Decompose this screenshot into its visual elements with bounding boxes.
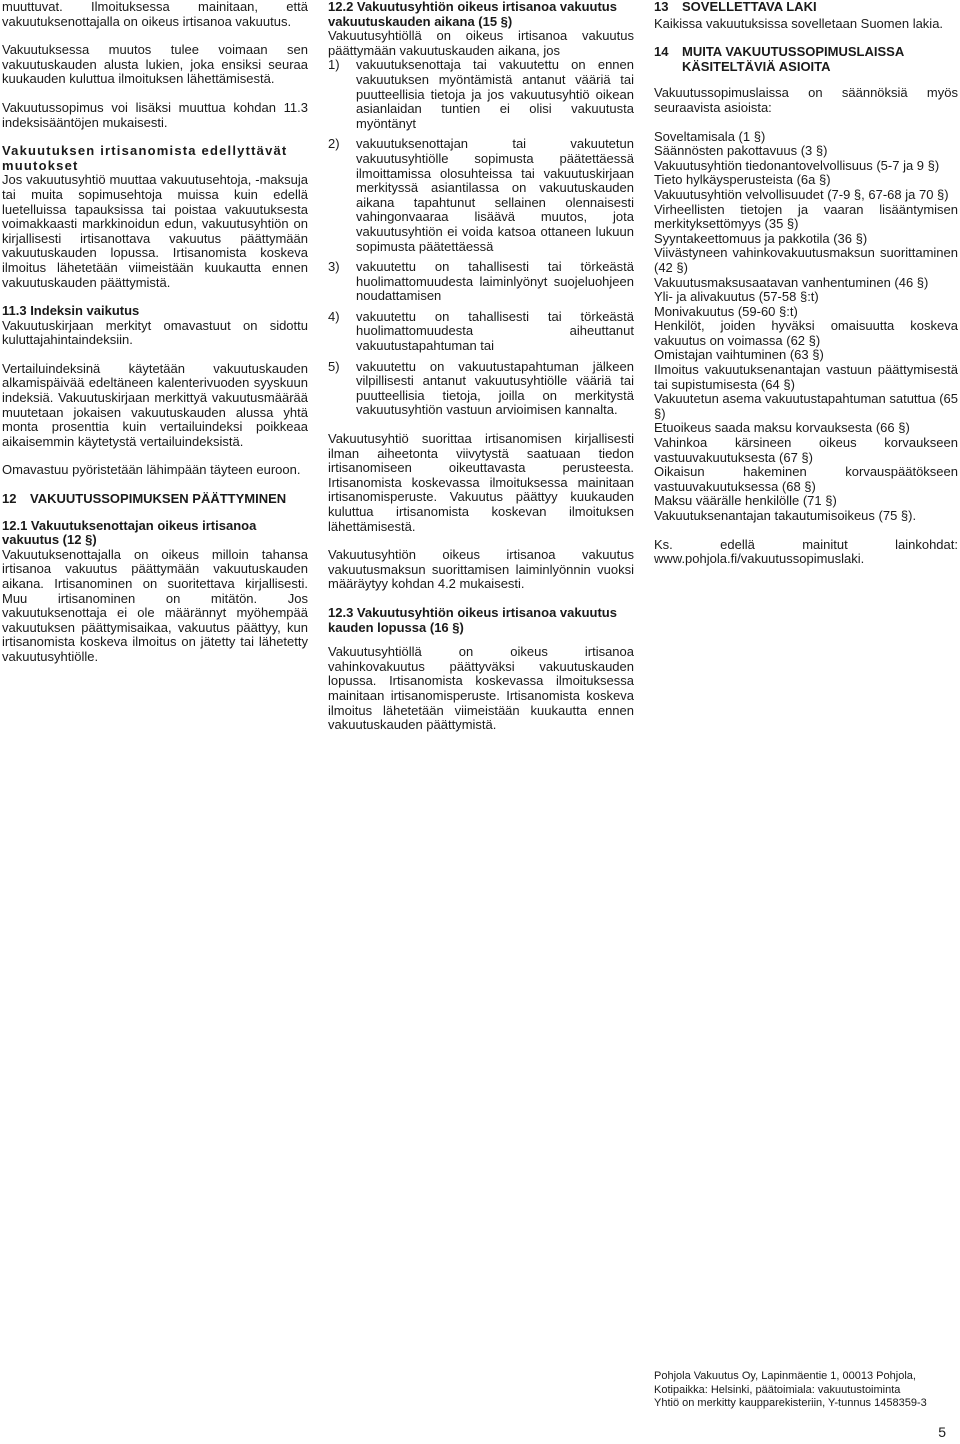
section-heading-12-2: 12.2 Vakuutusyhtiön oikeus irtisanoa vakuutus vakuutuskauden aikana (15 §) xyxy=(328,0,617,29)
list-item-text: vakuutettu on tahallisesti tai törkeästä huolimattomuudesta laiminlyönyt suojeluohjeen noudattamisen xyxy=(356,259,634,304)
list-item-number: 1) xyxy=(328,57,340,73)
footer-line: Yhtiö on merkitty kaupparekisteriin, Y-tunnus 1458359-3 xyxy=(654,1397,927,1409)
list-item-number: 3) xyxy=(328,259,340,275)
list-item-text: vakuutettu on tahallisesti tai törkeästä huolimattomuudesta aiheuttanut vakuutustapahtuman tai xyxy=(356,308,634,354)
paragraph: Omavastuu pyöristetään lähimpään täyteen euroon. xyxy=(2,462,301,478)
list-item xyxy=(328,58,634,131)
subheading-conditions: Vakuutuksen irtisanomista edellyttävät muutokset xyxy=(2,143,288,173)
section-number: 14 xyxy=(654,44,669,60)
paragraph: Vertailuindeksinä käytetään vakuutuskauden alkamispäivää edeltäneen kalenterivuoden syyskuun indeksiä. Vakuutuskirjaan merkittyä vakuutusmäärää muutetaan jokaisen vakuutuskauden alussa yhtä monta prosenttia kuin vertailuindeksi poikkeaa aikaisemmin käytetystä vertailuindeksistä. xyxy=(2,360,308,449)
footer-line: Kotipaikka: Helsinki, päätoimiala: vakuutustoiminta xyxy=(654,1383,901,1396)
paragraph: Vakuutusyhtiöllä on oikeus irtisanoa vakuutus päättymään vakuutuskauden aikana, jos xyxy=(328,28,634,58)
list-item: Vakuutetun asema vakuutustapahtuman satuttua (65 §) xyxy=(654,391,959,421)
list-item: Vakuutusmaksusaatavan vanhentuminen (46 §) xyxy=(654,274,929,290)
section-number: 12 xyxy=(2,491,17,507)
list-item: Yli- ja alivakuutus (57-58 §:t) xyxy=(654,289,819,305)
section-heading-14 xyxy=(654,45,958,74)
list-item xyxy=(328,260,634,304)
list-item: Tieto hylkäysperusteista (6a §) xyxy=(654,172,831,188)
list-item: Vakuutusyhtiön tiedonantovelvollisuus (5-7 ja 9 §) xyxy=(654,157,940,173)
list-item-number: 4) xyxy=(328,308,340,324)
paragraph: Vakuutusyhtiöllä on oikeus irtisanoa vahinkovakuutus päättyväksi vakuutuskauden lopussa. Irtisanomista koskevassa ilmoituksessa mainitaan irtisanomisperuste. Irtisanomista koskeva ilmoitus lähetetään viimeistään kuukautta ennen vakuutuskauden päättymistä. xyxy=(328,644,634,733)
list-item: Viivästyneen vahinkovakuutusmaksun suorittaminen (42 §) xyxy=(654,245,958,275)
list-item: Etuoikeus saada maksu korvauksesta (66 §) xyxy=(654,420,910,436)
footer-line: Pohjola Vakuutus Oy, Lapinmäentie 1, 00013 Pohjola, xyxy=(654,1370,916,1382)
list-item-text: vakuutettu on vakuutustapahtuman jälkeen vilpillisesti antanut vakuutusyhtiölle vääriä tai puutteellisia tietoja, joilla on merkitystä vakuutusyhtiön vastuun arvioimisen kannalta. xyxy=(356,358,634,418)
section-heading-11-3: 11.3 Indeksin vaikutus xyxy=(2,303,140,319)
numbered-list xyxy=(328,58,634,418)
list-item: Soveltamisala (1 §) xyxy=(654,128,766,144)
section-heading-13 xyxy=(654,0,958,15)
list-item: Maksu väärälle henkilölle (71 §) xyxy=(654,493,837,509)
list-item: Vakuutusyhtiön velvollisuudet (7-9 §, 67-68 ja 70 §) xyxy=(654,186,949,202)
list-item: Säännösten pakottavuus (3 §) xyxy=(654,143,828,159)
paragraph: Vakuutuksenottajalla on oikeus milloin tahansa irtisanoa vakuutus päättymään vakuutuskauden aikana. Irtisanominen on suoritettava kirjallisesti. Muu irtisanominen on mitätön. Jos vakuutuksenottaja ei ole määrännyt myöhempää vakuutuksen päättymisaikaa, vakuutus päättyy, kun irtisanomista koskeva ilmoitus on jätetty tai lähetetty vakuutusyhtiölle. xyxy=(2,546,308,664)
column-middle xyxy=(328,0,634,747)
section-heading-12-1: 12.1 Vakuutuksenottajan oikeus irtisanoa vakuutus (12 §) xyxy=(2,517,257,548)
paragraph: muuttuvat. Ilmoituksessa mainitaan, että vakuutuksenottajalla on oikeus irtisanoa vakuutus. xyxy=(2,0,308,29)
list-item: Oikaisun hakeminen korvauspäätökseen vastuuvakuutuksessa (68 §) xyxy=(654,464,958,494)
list-item xyxy=(328,360,634,418)
section-title: SOVELLETTAVA LAKI xyxy=(682,0,817,14)
paragraph: Vakuutuksessa muutos tulee voimaan sen vakuutuskauden alusta lukien, joka ensiksi seuraa kuukauden kuluttua ilmoituksen lähettämisestä. xyxy=(2,42,308,87)
list-item-number: 2) xyxy=(328,136,340,152)
list-item-text: vakuutuksenottaja tai vakuutettu on ennen vakuutuksen myöntämistä antanut vääriä tai puutteellisia tietoja ja jos vakuutusyhtiö oikean asianlaidan tuntien ei olisi vakuutusta myöntänyt xyxy=(356,57,634,131)
list-item: Vakuutuksenantajan takautumisoikeus (75 §). xyxy=(654,508,917,523)
list-item xyxy=(328,310,634,354)
list-item-number: 5) xyxy=(328,358,340,374)
list-item: Omistajan vaihtuminen (63 §) xyxy=(654,347,824,363)
paragraph: Vakuutuskirjaan merkityt omavastuut on sidottu kuluttajahintaindeksiin. xyxy=(2,317,308,348)
topic-list xyxy=(654,130,958,524)
page-number: 5 xyxy=(938,1424,946,1440)
section-title: VAKUUTUSSOPIMUKSEN PÄÄTTYMINEN xyxy=(30,491,287,507)
paragraph: Jos vakuutusyhtiö muuttaa vakuutusehtoja, -maksuja tai muita sopimusehtoja muissa kuin edellä luetelluissa tapauksissa tai poistaa vakuutuksesta voimakkaasti markkinoidun edun, vakuutusyhtiön on kirjallisesti irtisanottava vakuutus päättymään vakuutuskauden lopussa. Irtisanomista koskeva ilmoitus lähetetään viimeistään kuukautta ennen vakuutuskauden päättymistä. xyxy=(2,172,308,290)
list-item: Ilmoitus vakuutuksenantajan vastuun päättymisestä tai supistumisesta (64 §) xyxy=(654,362,958,392)
section-heading-12 xyxy=(2,492,308,507)
section-title: MUITA VAKUUTUSSOPIMUSLAISSA KÄSITELTÄVIÄ ASIOITA xyxy=(682,44,904,74)
paragraph: Ks. edellä mainitut lainkohdat: www.pohjola.fi/vakuutussopimuslaki. xyxy=(654,536,958,567)
list-item-text: vakuutuksenottajan tai vakuutetun vakuutusyhtiölle sopimusta päätettäessä ilmoittamissa olosuhteissa tai vakuutuskirjaan merkityssä asiantilassa on vakuutuskauden aikana tapahtunut sellainen olennaisesti vahingonvaaraa lisäävä muutos, jota vakuutusyhtiön ei voida katsoa ottaneen lukuun sopimusta päätettäessä xyxy=(356,136,634,254)
column-right xyxy=(654,0,958,581)
company-footer xyxy=(654,1370,958,1411)
paragraph: Vakuutussopimuslaissa on säännöksiä myös seuraavista asioista: xyxy=(654,85,958,115)
list-item: Virheellisten tietojen ja vaaran lisääntymisen merkityksettömyys (35 §) xyxy=(654,201,958,232)
list-item: Henkilöt, joiden hyväksi omaisuutta koskeva vakuutus on voimassa (62 §) xyxy=(654,318,958,348)
paragraph: Kaikissa vakuutuksissa sovelletaan Suomen lakia. xyxy=(654,15,944,31)
paragraph: Vakuutussopimus voi lisäksi muuttua kohdan 11.3 indeksisääntöjen mukaisesti. xyxy=(2,99,308,130)
paragraph: Vakuutusyhtiö suorittaa irtisanomisen kirjallisesti ilman aiheetonta viivytystä saatuaan tiedon irtisanomiseen oikeuttavasta perusteesta. Irtisanomista koskevassa ilmoituksessa mainitaan irtisanomisperuste. Vakuutus päättyy kuukauden kuluttua irtisanomista koskevan ilmoituksen lähettämisestä. xyxy=(328,431,634,534)
column-left xyxy=(2,0,308,679)
paragraph: Vakuutusyhtiön oikeus irtisanoa vakuutus vakuutusmaksun suorittamisen laiminlyönnin vuoksi määräytyy kohdan 4.2 mukaisesti. xyxy=(328,547,634,592)
section-heading-12-3: 12.3 Vakuutusyhtiön oikeus irtisanoa vakuutus kauden lopussa (16 §) xyxy=(328,604,617,635)
section-number: 13 xyxy=(654,0,669,14)
list-item: Monivakuutus (59-60 §:t) xyxy=(654,303,798,319)
list-item: Syyntakeettomuus ja pakkotila (36 §) xyxy=(654,230,868,246)
list-item xyxy=(328,137,634,254)
list-item: Vahinkoa kärsineen oikeus korvaukseen vastuuvakuutuksesta (67 §) xyxy=(654,435,958,465)
